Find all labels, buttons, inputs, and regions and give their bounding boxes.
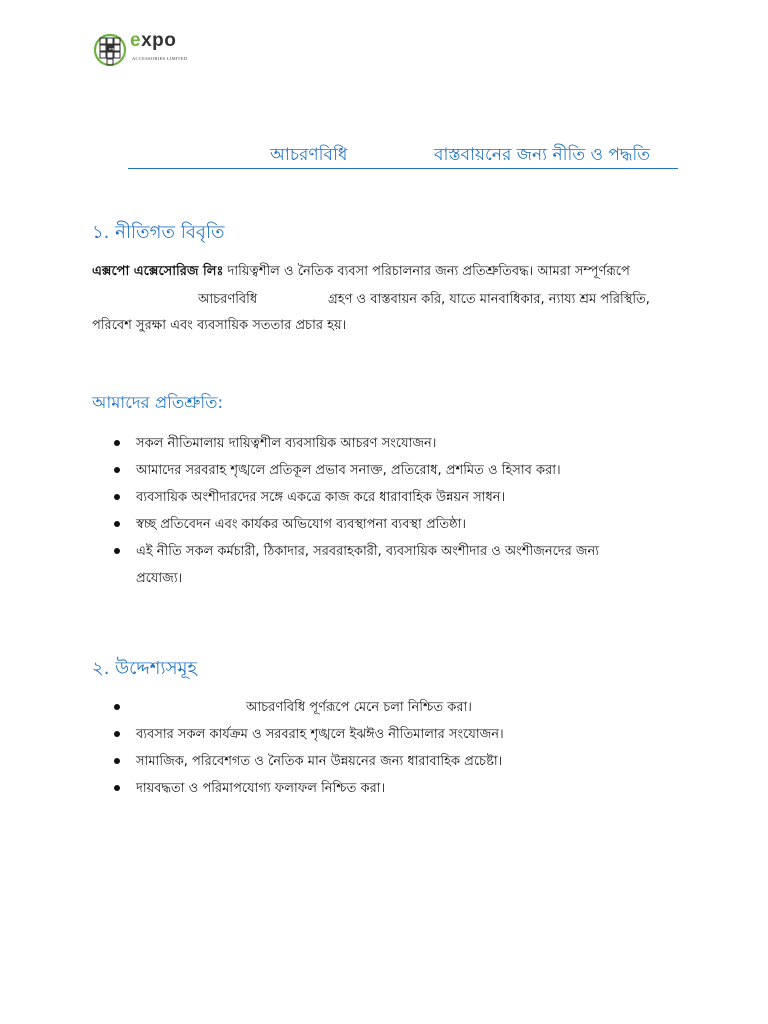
title-code-of-conduct: আচরণবিধি: [270, 145, 348, 165]
logo-wordmark-rest: xpo: [141, 30, 177, 51]
bullet-icon: [114, 548, 120, 554]
section1-heading: ১. নীতিগত বিবৃতি: [92, 222, 225, 243]
section1-line3: পরিবেশ সুরক্ষা এবং ব্যবসায়িক সততার প্রচার হয়।: [92, 318, 347, 333]
bullet-icon: [114, 440, 120, 446]
objectives-list: [92, 694, 712, 802]
commitments-heading: আমাদের প্রতিশ্রুতি:: [92, 393, 224, 412]
section1-line2-right: গ্রহণ ও বাস্তবায়ন করি, যাতে মানবাধিকার, ন্যায্য শ্রম পরিস্থিতি,: [328, 292, 650, 307]
logo-tagline: ACCESSORIES LIMITED: [132, 56, 188, 61]
list-item: স্বচ্ছ প্রতিবেদন এবং কার্যকর অভিযোগ ব্যবস্থাপনা ব্যবস্থা প্রতিষ্ঠা।: [92, 511, 712, 538]
company-logo: [92, 28, 202, 72]
bullet-icon: [114, 494, 120, 500]
logo-grid-icon: [92, 28, 132, 72]
bullet-icon: [114, 521, 120, 527]
document-title: [128, 138, 678, 169]
list-item: সামাজিক, পরিবেশগত ও নৈতিক মান উন্নয়নের জন্য ধারাবাহিক প্রচেষ্টা।: [92, 748, 712, 775]
logo-wordmark-e: e: [130, 30, 142, 51]
list-item: সকল নীতিমালায় দায়িত্বশীল ব্যবসায়িক আচরণ সংযোজন।: [92, 430, 712, 457]
logo-icon-text: expo: [109, 46, 118, 51]
section1-line2-left: আচরণবিধি: [198, 292, 258, 307]
list-item: আচরণবিধি পূর্ণরূপে মেনে চলা নিশ্চিত করা।: [92, 694, 712, 721]
bullet-icon: [114, 467, 120, 473]
company-name: এক্সপো এক্সেসোরিজ লিঃ: [92, 264, 224, 279]
bullet-icon: [114, 785, 120, 791]
section2-heading: ২. উদ্দেশ্যসমূহ: [92, 658, 197, 679]
list-item: ব্যবসার সকল কার্যক্রম ও সরবরাহ শৃঙ্খলে ইঝঈও নীতিমালার সংযোজন।: [92, 721, 712, 748]
list-item: দায়বদ্ধতা ও পরিমাপযোগ্য ফলাফল নিশ্চিত করা।: [92, 775, 712, 802]
list-item: আমাদের সরবরাহ শৃঙ্খলে প্রতিকূল প্রভাব সনাক্ত, প্রতিরোধ, প্রশমিত ও হিসাব করা।: [92, 457, 712, 484]
commitments-list: [92, 430, 712, 592]
bullet-icon: [114, 731, 120, 737]
section1-line1-rest: দায়িত্বশীল ও নৈতিক ব্যবসা পরিচালনার জন্য প্রতিশ্রুতিবদ্ধ। আমরা সম্পূর্ণরূপে: [227, 264, 630, 279]
list-item: ব্যবসায়িক অংশীদারদের সঙ্গে একত্রে কাজ করে ধারাবাহিক উন্নয়ন সাধন।: [92, 484, 712, 511]
list-item: এই নীতি সকল কর্মচারী, ঠিকাদার, সরবরাহকারী, ব্যবসায়িক অংশীদার ও অংশীজনদের জন্য প্রযোজ্য।: [92, 538, 712, 592]
logo-wordmark: [130, 30, 176, 52]
title-implementation-policy: বাস্তবায়নের জন্য নীতি ও পদ্ধতি: [434, 145, 651, 165]
section1-line1: [92, 262, 630, 283]
bullet-icon: [114, 704, 120, 710]
bullet-icon: [114, 758, 120, 764]
list-item-continuation: প্রযোজ্য।: [136, 571, 183, 586]
